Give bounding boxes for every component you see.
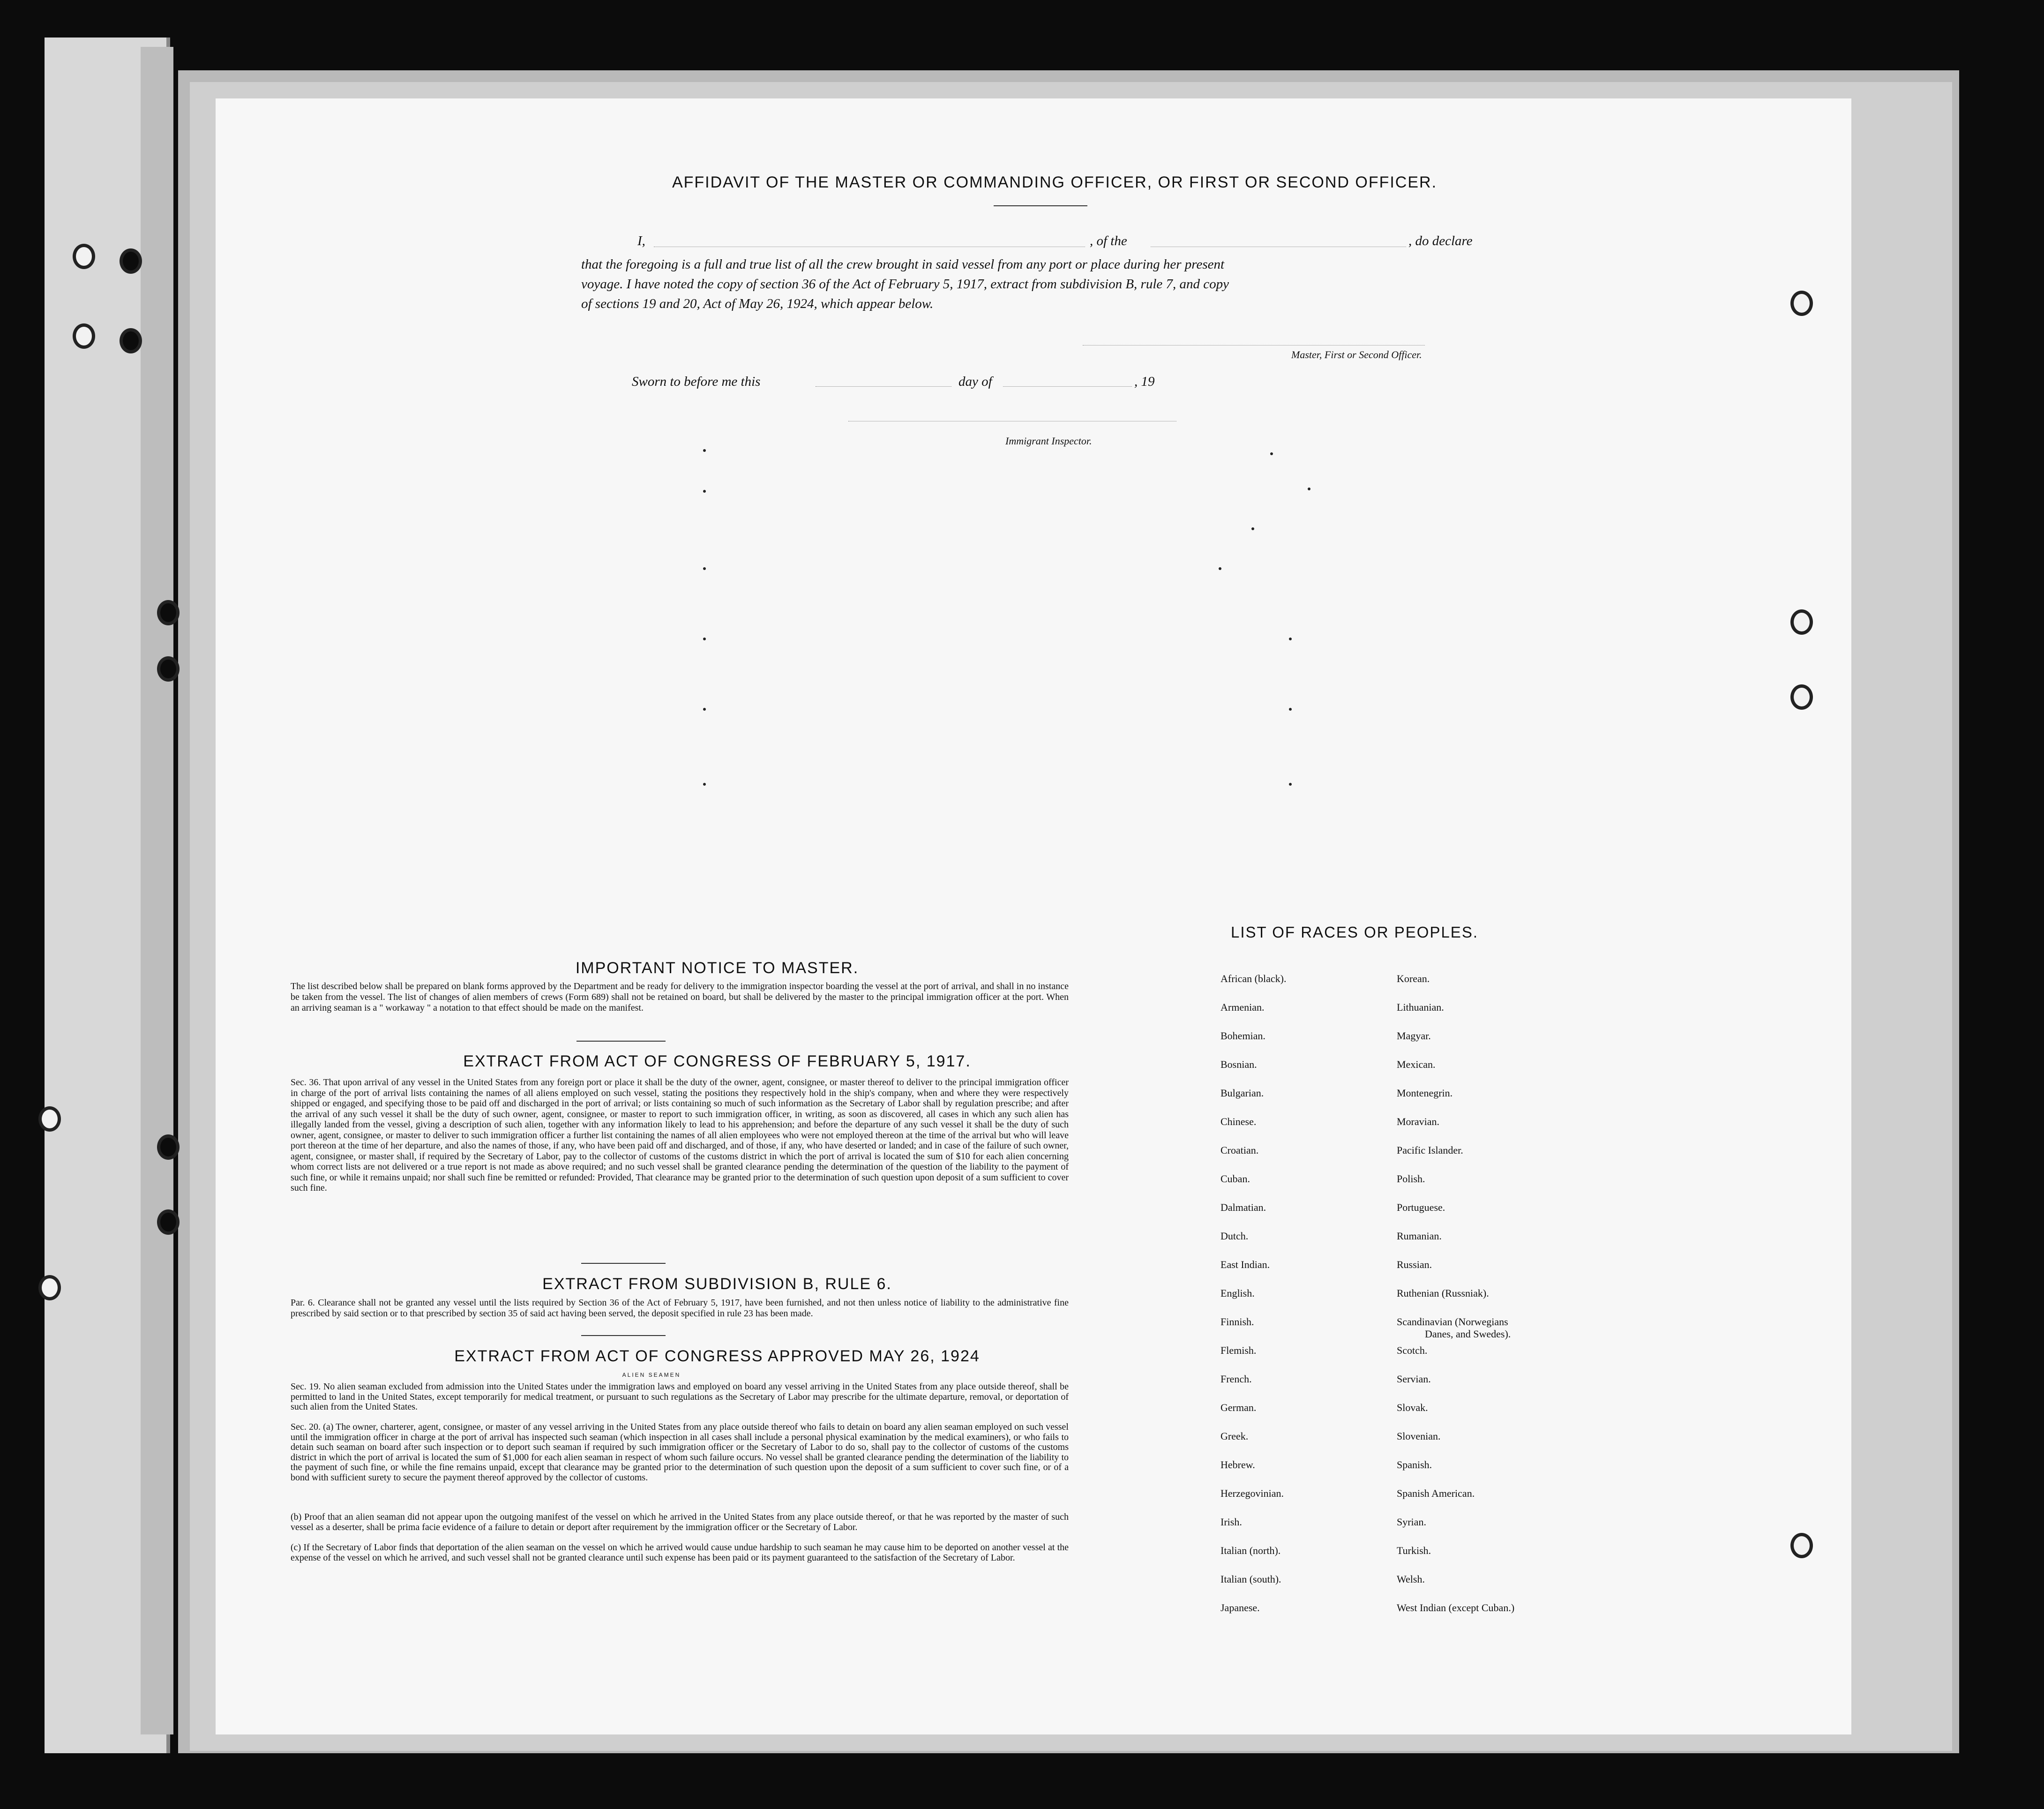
race-left: Japanese. <box>1220 1602 1260 1614</box>
race-right: Magyar. <box>1397 1030 1431 1042</box>
title-divider <box>994 205 1087 206</box>
page-punch-hole <box>1790 684 1813 710</box>
race-left: Irish. <box>1220 1516 1242 1528</box>
race-right: Montenegrin. <box>1397 1087 1453 1099</box>
page-punch-hole <box>1790 291 1813 316</box>
sec20c-text: (c) If the Secretary of Labor finds that deportation of the alien seaman on the vessel on which he arrived would cause undue hardship to such seaman he may cause him to be deported on another vessel at the expense of the vessel on which he arrived, and such vessel shall not be granted clearance until such expense has been paid or its payment guaranteed to the satisfaction of the Secretary of Labor. <box>291 1542 1069 1563</box>
sworn-year: , 19 <box>1134 374 1155 389</box>
race-left: Dutch. <box>1220 1230 1249 1242</box>
race-right: Slovak. <box>1397 1402 1428 1413</box>
alien-seamen-subtitle: ALIEN SEAMEN <box>622 1372 681 1378</box>
section-divider <box>577 1041 666 1042</box>
extract-1917-title: EXTRACT FROM ACT OF CONGRESS OF FEBRUARY 5, 1917. <box>463 1052 971 1070</box>
bleed-mark <box>1219 567 1221 570</box>
extract-1917-body: Sec. 36. That upon arrival of any vessel in the United States from any foreign port or place it shall be the duty of the owner, agent, consignee, or master thereof to deliver to the principal immigration officer in charge of the port of arrival lists containing the names of all aliens employed on such vessel, stating the positions they respectively hold in the ship's company, when and where they were respectively shipped or engaged, and specifying those to be paid off and discharged in the port of arrival; or lists containing so much of such information as the Secretary of Labor shall by regulation prescribe; and after the arrival of any such vessel it shall be the duty of such owner, agent, consignee, or master to report to such immigration officer, in writing, as soon as discovered, all cases in which any such alien has illegally landed from the vessel, giving a description of such alien, together with any information likely to lead to his apprehension; and before the departure of any such vessel it shall be the duty of such owner, agent, consignee, or master to deliver to such immigration officer a further list containing the names of all alien employees who were not employed thereon at the time of the arrival but who will leave port thereon at the time of her departure, and also the names of those, if any, who have been paid off and discharged, and of those, if any, who have deserted or landed; and in case of the failure of such owner, agent, consignee, or master shall, if required by the Secretary of Labor, pay to the collector of customs of the customs district in which the port of arrival is located the sum of $10 for each alien concerning whom correct lists are not delivered or a true report is not made as above required; and no such vessel shall be granted clearance pending the determination of the question of the liability to the payment of such fine, or while it remains unpaid; nor shall such fine be remitted or refunded: Provided, That clearance may be granted prior to the determination of such question upon deposit of a sum sufficient to cover such fine. <box>291 1077 1069 1193</box>
race-left: African (black). <box>1220 973 1287 984</box>
race-right: Mexican. <box>1397 1058 1436 1070</box>
sworn-day-of: day of <box>958 374 992 389</box>
binder-hole <box>73 244 95 269</box>
race-left: Croatian. <box>1220 1144 1259 1156</box>
race-left: Flemish. <box>1220 1344 1257 1356</box>
bleed-mark <box>703 708 706 711</box>
affidavit-title: AFFIDAVIT OF THE MASTER OR COMMANDING OFFICER, OR FIRST OR SECOND OFFICER. <box>672 173 1438 191</box>
master-signature-label: Master, First or Second Officer. <box>1291 349 1422 360</box>
extract-1924-title: EXTRACT FROM ACT OF CONGRESS APPROVED MAY 26, 1924 <box>454 1347 980 1365</box>
race-right: West Indian (except Cuban.) <box>1397 1602 1515 1614</box>
sworn-text: Sworn to before me this <box>632 374 761 389</box>
race-left: Armenian. <box>1220 1001 1265 1013</box>
race-right: Ruthenian (Russniak). <box>1397 1287 1489 1299</box>
page-punch-hole <box>1790 609 1813 635</box>
bleed-mark <box>703 638 706 640</box>
inspector-label: Immigrant Inspector. <box>1005 435 1092 447</box>
race-right: Polish. <box>1397 1173 1425 1185</box>
binder-hole <box>38 1275 61 1300</box>
binder-hole <box>157 1209 180 1235</box>
race-left: Bohemian. <box>1220 1030 1265 1042</box>
bleed-mark <box>1289 783 1292 786</box>
race-left: Hebrew. <box>1220 1459 1255 1471</box>
affidavit-line1-declare: , do declare <box>1408 233 1473 248</box>
extract-rule6-title: EXTRACT FROM SUBDIVISION B, RULE 6. <box>542 1275 892 1293</box>
bleed-mark <box>1289 708 1292 711</box>
race-right: Pacific Islander. <box>1397 1144 1463 1156</box>
binder-hole <box>157 600 180 625</box>
race-left: English. <box>1220 1287 1255 1299</box>
race-left: Italian (south). <box>1220 1573 1281 1585</box>
race-right: Moravian. <box>1397 1116 1440 1127</box>
binder-hole <box>157 1134 180 1160</box>
binder-hole <box>120 328 142 353</box>
bleed-mark <box>1289 638 1292 640</box>
section-divider <box>581 1263 666 1264</box>
notice-body: The list described below shall be prepared on blank forms approved by the Department and be ready for delivery to the immigration inspector boarding the vessel at the port of arrival, and shall in no instance be taken from the vessel. The list of changes of alien members of crews (Form 689) shall not be retained on board, but shall be delivered by the master to the principal immigration officer at the port. When an arriving seaman is a " workaway " a notation to that effect should be made on the manifest. <box>291 981 1069 1013</box>
binder-spine <box>141 47 173 1734</box>
race-left: Greek. <box>1220 1430 1249 1442</box>
affidavit-line2: that the foregoing is a full and true list of all the crew brought in said vessel from any port or place during her present <box>581 257 1225 272</box>
sec20b-text: (b) Proof that an alien seaman did not appear upon the outgoing manifest of the vessel on which he arrived in the United States from any place outside thereof, or that he was reported by the master of such vessel as a deserter, shall be prima facie evidence of a failure to detain or deport after requirement by the immigration officer or the Secretary of Labor. <box>291 1512 1069 1532</box>
sworn-month-blank <box>1003 386 1132 387</box>
bleed-mark <box>1308 488 1310 490</box>
binder-hole <box>38 1106 61 1132</box>
race-left: Chinese. <box>1220 1116 1257 1127</box>
affidavit-line3: voyage. I have noted the copy of section 36 of the Act of February 5, 1917, extract from subdivision B, rule 7, and copy <box>581 277 1229 292</box>
crew-list-form-page <box>216 98 1851 1734</box>
affidavit-line1-i: I, <box>637 233 645 248</box>
bleed-mark <box>703 449 706 452</box>
race-right: Spanish. <box>1397 1459 1432 1471</box>
race-right-continued: Danes, and Swedes). <box>1425 1328 1511 1340</box>
race-left: Italian (north). <box>1220 1545 1281 1556</box>
page-punch-hole <box>1790 1533 1813 1558</box>
race-right: Welsh. <box>1397 1573 1425 1585</box>
race-right: Rumanian. <box>1397 1230 1442 1242</box>
race-left: Cuban. <box>1220 1173 1250 1185</box>
bleed-mark <box>1251 527 1254 530</box>
race-right: Portuguese. <box>1397 1201 1445 1213</box>
race-right: Servian. <box>1397 1373 1431 1385</box>
section-divider <box>581 1335 666 1336</box>
race-right: Russian. <box>1397 1259 1432 1270</box>
binder-hole <box>157 656 180 682</box>
bleed-mark <box>703 490 706 493</box>
race-left: Bosnian. <box>1220 1058 1257 1070</box>
binder-hole <box>120 248 142 274</box>
extract-rule6-body: Par. 6. Clearance shall not be granted any vessel until the lists required by Section 36 of the Act of February 5, 1917, have been furnished, and not then unless notice of liability to the administrative fine prescribed by said section or to that prescribed by section 35 of said act having been served, the deposit specified in rule 23 has been made. <box>291 1298 1069 1319</box>
binder-hole <box>73 323 95 349</box>
race-left: Bulgarian. <box>1220 1087 1264 1099</box>
sec19-text: Sec. 19. No alien seaman excluded from admission into the United States under the immigration laws and employed on board any vessel arriving in the United States from any place outside thereof, shall be permitted to land in the United States, except temporarily for medical treatment, or pursuant to such regulations as the Secretary of Labor may prescribe for the ultimate departure, removal, or deportation of such alien from the United States. <box>291 1381 1069 1412</box>
race-left: French. <box>1220 1373 1252 1385</box>
race-right: Korean. <box>1397 973 1430 984</box>
race-left: East Indian. <box>1220 1259 1270 1270</box>
notice-title: IMPORTANT NOTICE TO MASTER. <box>575 959 859 977</box>
bleed-mark <box>1270 452 1273 455</box>
race-left: German. <box>1220 1402 1257 1413</box>
race-right: Scandinavian (Norwegians <box>1397 1316 1508 1328</box>
affidavit-line4: of sections 19 and 20, Act of May 26, 1924, which appear below. <box>581 296 934 311</box>
sworn-day-blank <box>816 386 951 387</box>
race-right: Slovenian. <box>1397 1430 1441 1442</box>
races-title: LIST OF RACES OR PEOPLES. <box>1230 923 1479 941</box>
bleed-mark <box>703 783 706 786</box>
race-left: Finnish. <box>1220 1316 1254 1328</box>
race-right: Syrian. <box>1397 1516 1426 1528</box>
bleed-mark <box>703 567 706 570</box>
race-left: Dalmatian. <box>1220 1201 1266 1213</box>
affidavit-line1-of: , of the <box>1090 233 1127 248</box>
race-left: Herzegovinian. <box>1220 1487 1284 1499</box>
race-right: Spanish American. <box>1397 1487 1475 1499</box>
sec20a-text: Sec. 20. (a) The owner, charterer, agent, consignee, or master of any vessel arriving in the United States from any place outside thereof who fails to detain on board any alien seaman employed on such vessel until the immigration officer in charge at the port of arrival has inspected such seaman (which inspection in all cases shall include a personal physical examination by the medical examiners), or who fails to detain such seaman on board after such inspection or to deport such seaman if required by such immigration officer or the Secretary of Labor to do so, shall pay to the collector of customs of the customs district in which the port of arrival is located the sum of $1,000 for each alien seaman in respect of whom such failure occurs. No vessel shall be granted clearance pending the determination of the liability to the payment of such fine, or while the fine remains unpaid, except that clearance may be granted prior to the determination of such question upon the deposit of a sum sufficient to cover such fine, or of a bond with sufficient surety to secure the payment thereof approved by the collector of customs. <box>291 1422 1069 1483</box>
race-right: Lithuanian. <box>1397 1001 1444 1013</box>
race-right: Scotch. <box>1397 1344 1428 1356</box>
race-right: Turkish. <box>1397 1545 1431 1556</box>
